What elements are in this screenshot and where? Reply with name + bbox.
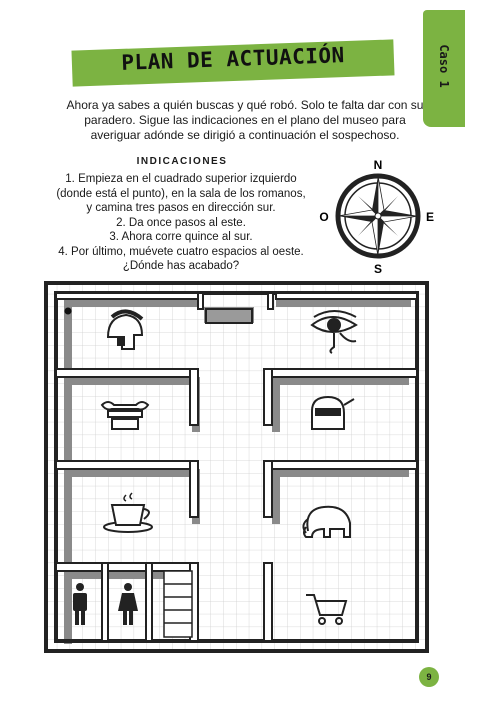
instructions-heading: INDICACIONES (136, 156, 228, 167)
instruction-line: y camina tres pasos en dirección sur. (86, 202, 276, 214)
instruction-line: 1. Empieza en el cuadrado superior izquierdo (donde está el punto), en la sala de los romanos, (56, 173, 306, 200)
stairs-icon (164, 571, 192, 637)
compass-west-label: O (319, 210, 329, 224)
intro-paragraph: Ahora ya sabes a quién buscas y qué robó. Solo te falta dar con su paradero. Sigue las indicaciones en el plano del museo para averiguar adónde se dirigió a continuación el sospechoso. (66, 98, 424, 142)
instruction-line: 3. Ahora corre quince al sur. (109, 231, 253, 243)
start-point-dot (65, 308, 72, 315)
compass-north-label: N (373, 158, 383, 172)
page-title: PLAN DE ACTUACIÓN (120, 43, 346, 75)
compass-east-label: E (425, 210, 435, 224)
page-number: 9 (419, 667, 439, 687)
instruction-line: 2. Da once pasos al este. (116, 216, 246, 229)
instruction-line: ¿Dónde has acabado? (122, 260, 240, 272)
compass-south-label: S (373, 262, 383, 276)
compass-rose-icon (318, 156, 448, 276)
instructions-list (50, 172, 312, 274)
instruction-line: 4. Por último, muévete cuatro espacios al oeste. (58, 245, 304, 258)
case-tab-label: Caso 1 (437, 44, 451, 88)
museum-floor-plan (44, 281, 429, 653)
